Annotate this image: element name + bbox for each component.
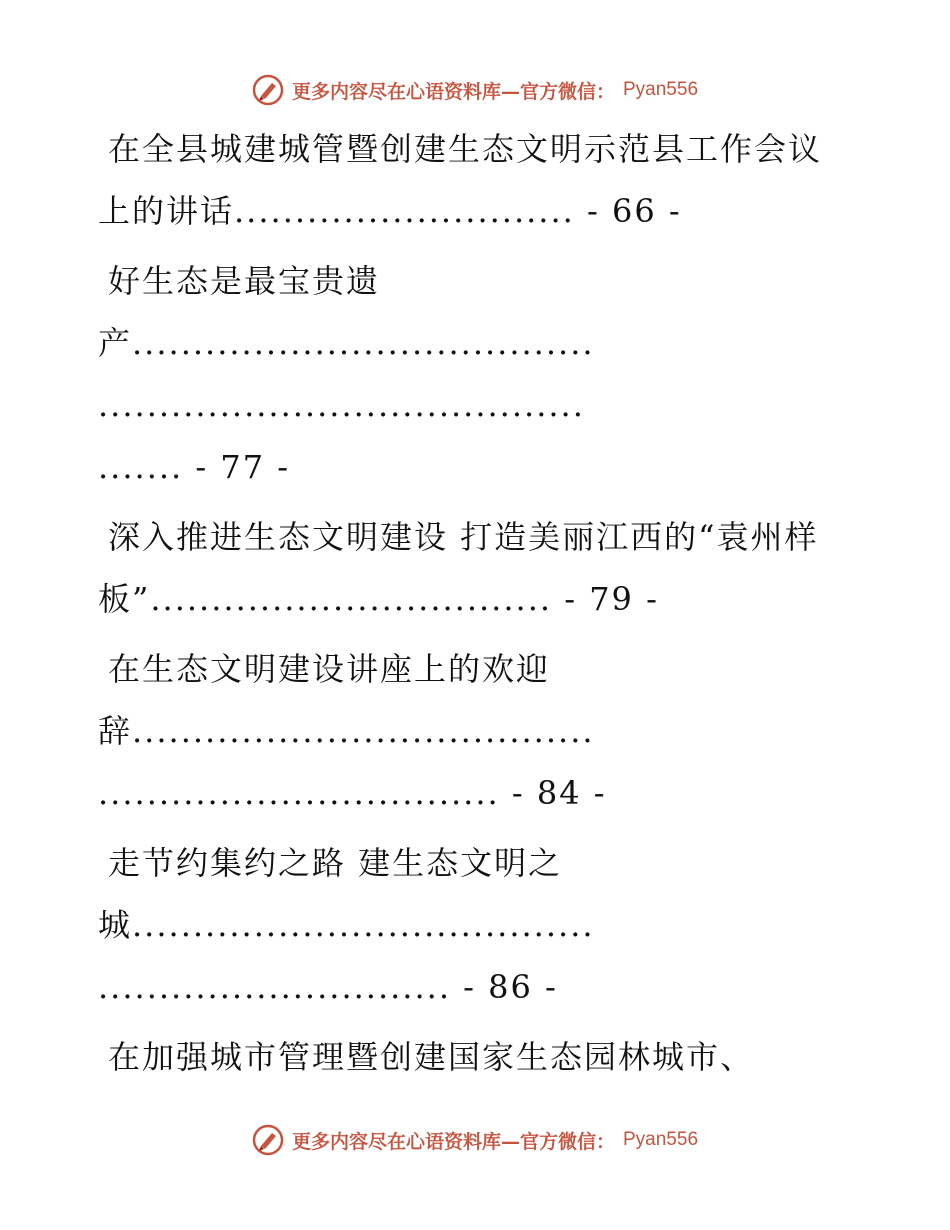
toc-entry[interactable] [98, 118, 858, 242]
watermark-wechat-id: Pyan556 [623, 1129, 699, 1150]
toc-entry[interactable] [98, 506, 858, 630]
toc-entry-title: 好生态是最宝贵遗 [108, 262, 381, 300]
toc-entry-leader: ............................. - 86 - [98, 968, 558, 1006]
toc-entry-title: 在加强城市管理暨创建国家生态园林城市、 [108, 1038, 755, 1076]
toc-entry[interactable] [98, 638, 858, 824]
watermark-footer [0, 1120, 950, 1160]
toc-entry-title: 深入推进生态文明建设 打造美丽江西的“袁州样 [108, 518, 819, 556]
toc-entry-title: 在全县城建城管暨创建生态文明示范县工作会议 [108, 130, 823, 168]
watermark-header [0, 70, 950, 110]
toc-entry-title: 在生态文明建设讲座上的欢迎 [108, 650, 551, 688]
toc-entry-title: 走节约集约之路 建生态文明之 [108, 844, 563, 882]
watermark-text: 更多内容尽在心语资料库—官方微信： [291, 80, 615, 103]
toc-entry-leader: 上的讲话............................ - 66 - [98, 192, 682, 230]
toc-entry-leader: 产...................................... [98, 324, 595, 362]
toc-entry[interactable] [98, 832, 858, 1018]
toc-entry-leader: 城...................................... [98, 906, 595, 944]
toc-entry-leader: 板”................................. - 79 - [98, 580, 659, 618]
pen-logo-icon [252, 1124, 284, 1156]
toc-entry-leader: 辞...................................... [98, 712, 595, 750]
watermark-text: 更多内容尽在心语资料库—官方微信： [291, 1130, 615, 1153]
watermark-wechat-id: Pyan556 [623, 79, 699, 100]
toc-entry-leader: ................................. - 84 - [98, 774, 607, 812]
toc-entry[interactable] [98, 1026, 858, 1088]
toc-entry[interactable] [98, 250, 858, 498]
toc-entry-leader: ........................................ [98, 386, 585, 424]
toc-entry-leader: ....... - 77 - [98, 448, 291, 486]
pen-logo-icon [252, 74, 284, 106]
table-of-contents [98, 118, 858, 1088]
